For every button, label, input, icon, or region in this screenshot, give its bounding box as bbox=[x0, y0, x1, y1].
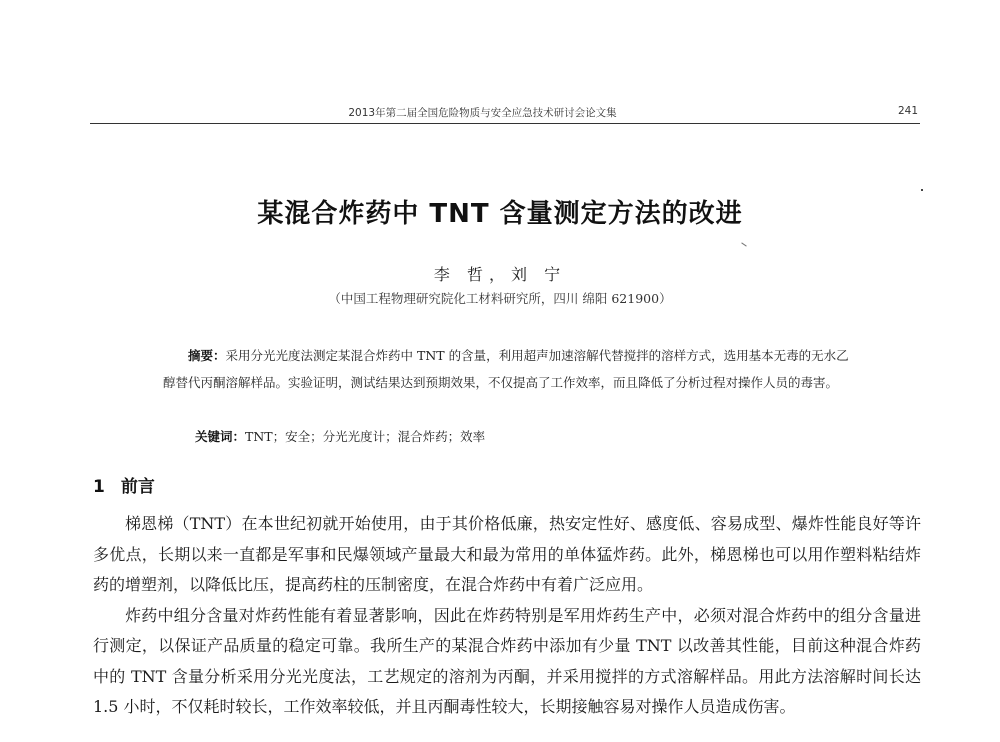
body-paragraph: 炸药中组分含量对炸药性能有着显著影响，因此在炸药特别是军用炸药生产中，必须对混合炸药中的组分含量进行测定，以保证产品质量的稳定可靠。我所生产的某混合炸药中添加有少量 TNT 以改善其性能，目前这种混合炸药中的 TNT 含量分析采用分光光度法，工艺规定的溶剂为丙酮，并采用搅拌的方式溶解样品。用此方法溶解时间长达 1.5 小时，不仅耗时较长，工作效率较低，并且丙酮毒性较大，长期接触容易对操作人员造成伤害。 bbox=[93, 605, 921, 716]
page-number: 241 bbox=[897, 105, 918, 117]
section-body bbox=[93, 509, 921, 723]
scan-speck bbox=[921, 189, 923, 191]
running-header bbox=[90, 105, 920, 124]
section-number: 1 bbox=[93, 477, 105, 497]
abstract-text: 采用分光光度法测定某混合炸药中 TNT 的含量，利用超声加速溶解代替搅拌的溶样方式，选用基本无毒的无水乙醇替代丙酮溶解样品。实验证明，测试结果达到预期效果，不仅提高了工作效率，而且降低了分析过程对操作人员的毒害。 bbox=[163, 348, 849, 390]
section-heading bbox=[93, 472, 155, 497]
scan-speck bbox=[741, 242, 746, 246]
section-title: 前言 bbox=[120, 477, 155, 497]
article-title: 某混合炸药中 TNT 含量测定方法的改进 bbox=[257, 199, 743, 229]
running-title: 2013年第二届全国危险物质与安全应急技术研讨会论文集 bbox=[348, 107, 617, 119]
abstract-label: 摘要： bbox=[188, 348, 226, 363]
keywords-label: 关键词： bbox=[195, 429, 246, 444]
affiliation: （中国工程物理研究院化工材料研究所，四川 绵阳 621900） bbox=[328, 291, 672, 306]
abstract bbox=[163, 342, 853, 396]
authors: 李 哲，刘 宁 bbox=[433, 265, 567, 284]
keywords bbox=[195, 423, 485, 450]
body-paragraph: 梯恩梯（TNT）在本世纪初就开始使用，由于其价格低廉，热安定性好、感度低、容易成型、爆炸性能良好等许多优点，长期以来一直都是军事和民爆领域产量最大和最为常用的单体猛炸药。此外，梯恩梯也可以用作塑料粘结炸药的增塑剂，以降低比压，提高药柱的压制密度，在混合炸药中有着广泛应用。 bbox=[93, 514, 921, 594]
keywords-text: TNT；安全；分光光度计；混合炸药；效率 bbox=[245, 429, 486, 444]
